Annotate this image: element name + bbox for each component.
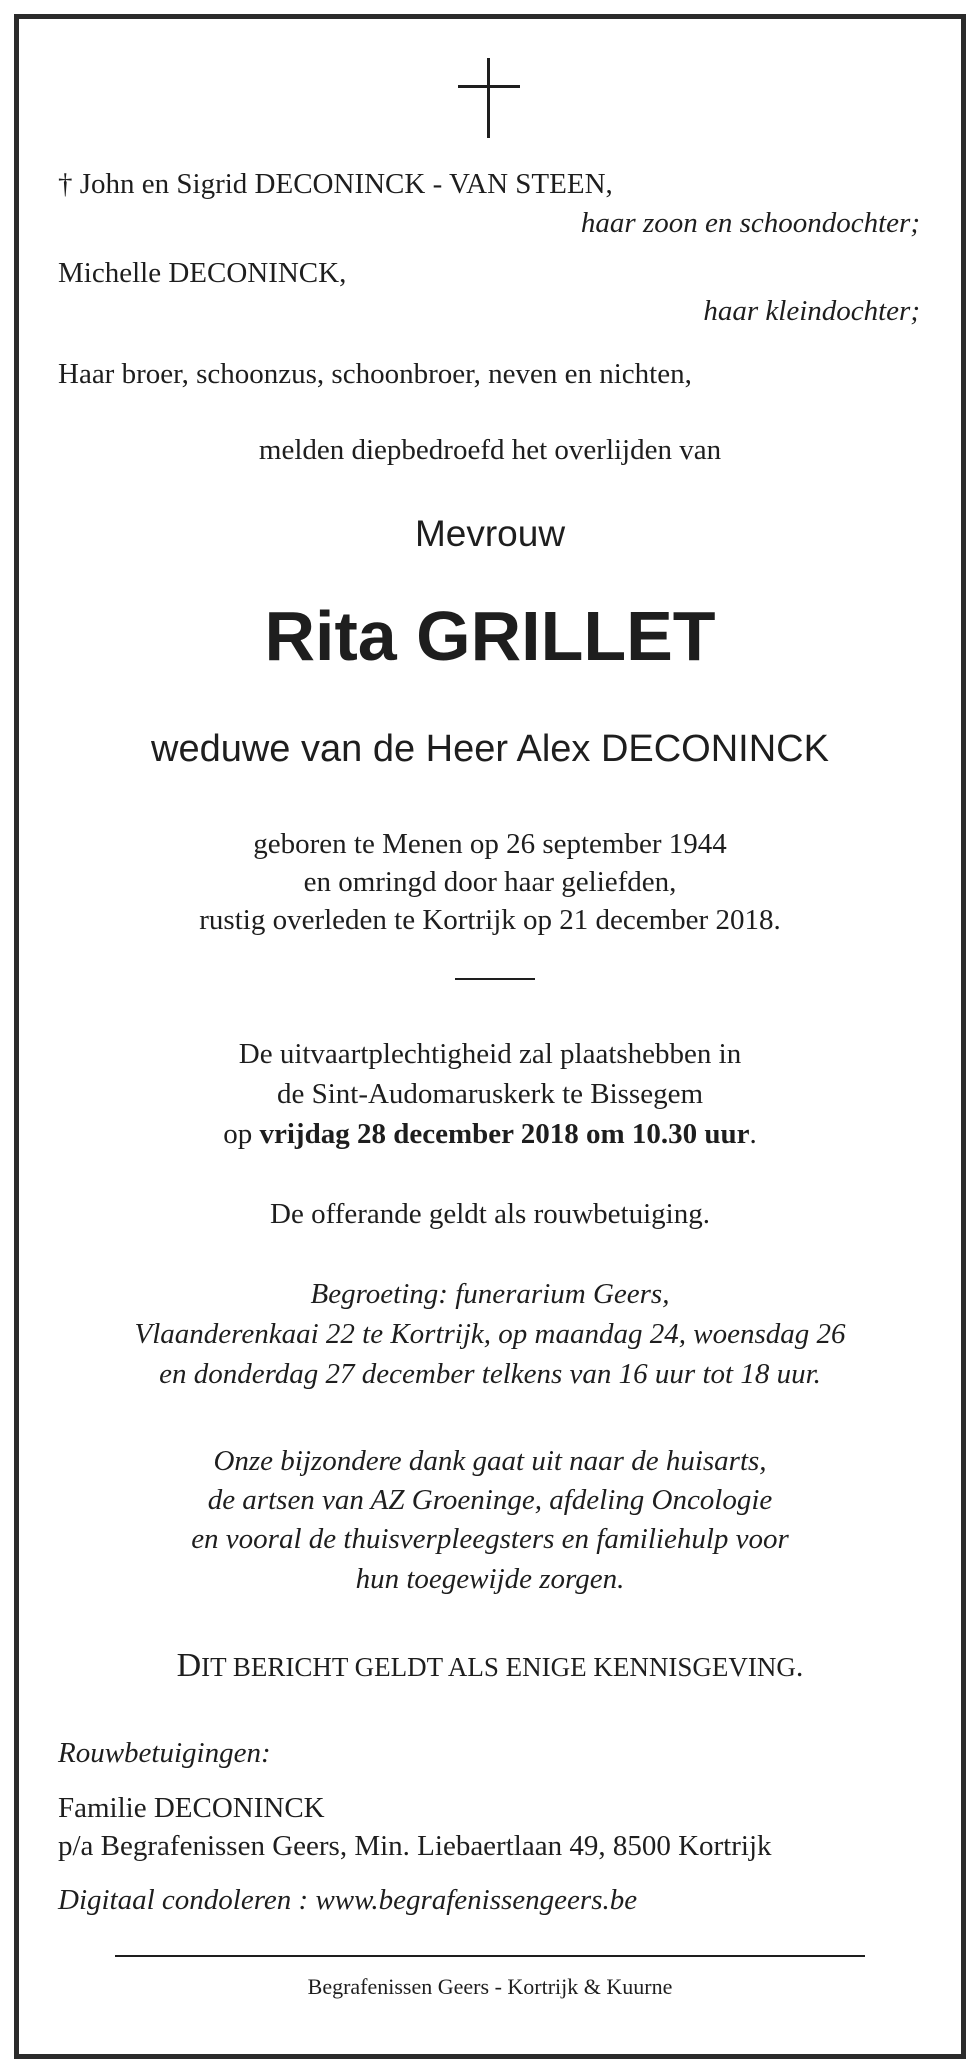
birth-line: geboren te Menen op 26 september 1944 (253, 828, 727, 860)
funeral-line-3 (0, 1116, 980, 1152)
notice-initial: D (176, 1647, 202, 1684)
funeral-date-time: vrijdag 28 december 2018 om 10.30 uur (259, 1118, 750, 1150)
relatives-granddaughter-role: haar kleindochter; (703, 295, 920, 327)
funeral-line-2: de Sint-Audomaruskerk te Bissegem (276, 1078, 704, 1110)
condolences-heading: Rouwbetuigingen: (58, 1737, 271, 1769)
relatives-others: Haar broer, schoonzus, schoonbroer, neven en nichten, (58, 358, 692, 390)
notice (0, 1648, 980, 1685)
visitation-line-1: Begroeting: funerarium Geers, (310, 1278, 670, 1310)
funeral-suffix: . (749, 1118, 757, 1150)
relatives-granddaughter: Michelle DECONINCK, (58, 257, 347, 289)
visitation-line-2: Vlaanderenkaai 22 te Kortrijk, op maandag 24, woensdag 26 (134, 1318, 846, 1350)
visitation-line-3: en donderdag 27 december telkens van 16 uur tot 18 uur. (159, 1358, 821, 1390)
thanks-line-1: Onze bijzondere dank gaat uit naar de huisarts, (213, 1445, 767, 1477)
divider-short (455, 978, 535, 980)
thanks-line-4: hun toegewijde zorgen. (355, 1563, 625, 1595)
offering: De offerande geldt als rouwbetuiging. (270, 1198, 710, 1230)
relatives-son-role: haar zoon en schoondochter; (580, 207, 920, 239)
condolences-digital: Digitaal condoleren : www.begrafenissengeers.be (58, 1884, 638, 1916)
funeral-line-1: De uitvaartplechtigheid zal plaatshebben in (238, 1038, 742, 1070)
condolences-family: Familie DECONINCK (58, 1792, 325, 1824)
relatives-son: † John en Sigrid DECONINCK - VAN STEEN, (58, 168, 613, 200)
footer-divider (115, 1955, 865, 1957)
death-line: rustig overleden te Kortrijk op 21 december 2018. (199, 904, 781, 936)
thanks-line-3: en vooral de thuisverpleegsters en familiehulp voor (191, 1523, 789, 1555)
deceased-name: Rita GRILLET (264, 597, 716, 675)
condolences-address: p/a Begrafenissen Geers, Min. Liebaertlaan 49, 8500 Kortrijk (58, 1830, 772, 1862)
footer-text: Begrafenissen Geers - Kortrijk & Kuurne (307, 1974, 673, 1999)
notice-text: IT BERICHT GELDT ALS ENIGE KENNISGEVING (201, 1652, 796, 1682)
thanks-line-2: de artsen van AZ Groeninge, afdeling Oncologie (207, 1484, 773, 1516)
announcement: melden diepbedroefd het overlijden van (258, 434, 722, 466)
widow-of: weduwe van de Heer Alex DECONINCK (151, 728, 829, 770)
salutation: Mevrouw (414, 513, 566, 554)
funeral-prefix: op (223, 1118, 260, 1150)
surrounded-line: en omringd door haar geliefden, (303, 866, 677, 898)
notice-end: . (795, 1650, 804, 1683)
